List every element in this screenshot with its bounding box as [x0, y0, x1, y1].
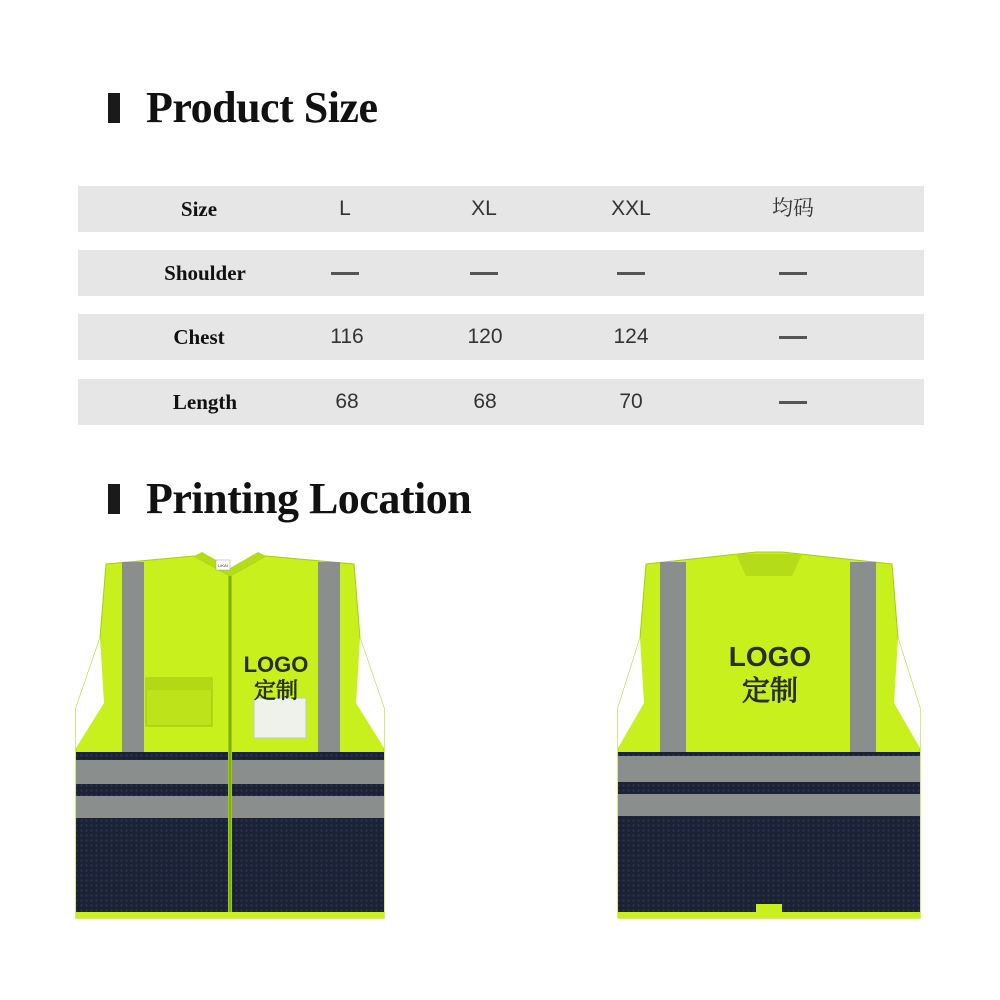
product-size-title: Product Size: [146, 83, 378, 132]
printing-location-heading: [108, 473, 471, 524]
table-cell-dash: [779, 250, 807, 296]
vest-front-image: [74, 548, 386, 928]
table-row-size: [78, 186, 924, 232]
table-cell: 124: [613, 325, 649, 348]
table-cell: 116: [330, 325, 364, 348]
vest-front-logo-line2: 定制: [253, 679, 299, 704]
heading-marker: [108, 93, 120, 123]
vest-front-logo-line1: LOGO: [243, 652, 309, 677]
dash-mark: [779, 401, 807, 404]
table-cell-dash: [779, 314, 807, 360]
vest-tag-text: LIKAI: [218, 563, 228, 568]
row-label: Chest: [173, 325, 225, 349]
product-size-heading: [108, 82, 378, 133]
row-label: Shoulder: [164, 261, 246, 285]
table-cell: 70: [619, 390, 643, 413]
table-cell-dash: [779, 379, 807, 425]
table-cell: 68: [335, 390, 359, 413]
vest-back-logo-line1: LOGO: [728, 641, 812, 672]
printing-location-title: Printing Location: [146, 474, 472, 523]
table-cell: 120: [467, 325, 503, 348]
table-cell: XXL: [611, 197, 651, 220]
table-cell-dash: [470, 250, 498, 296]
heading-marker: [108, 484, 120, 514]
table-row-length: [78, 379, 924, 425]
table-row-chest: [78, 314, 924, 360]
vest-back-logo-line2: 定制: [741, 674, 799, 707]
dash-mark: [470, 272, 498, 275]
dash-mark: [331, 272, 359, 275]
dash-mark: [617, 272, 645, 275]
dash-mark: [779, 272, 807, 275]
vest-back-image: [616, 548, 922, 928]
table-cell: 均码: [772, 197, 814, 220]
row-label: Length: [172, 390, 238, 414]
table-cell: XL: [471, 197, 497, 220]
table-cell-dash: [617, 250, 645, 296]
dash-mark: [779, 336, 807, 339]
table-cell-dash: [331, 250, 359, 296]
table-cell: L: [339, 197, 351, 220]
table-cell: 68: [473, 390, 497, 413]
row-label: Size: [180, 197, 218, 221]
table-row-shoulder: [78, 250, 924, 296]
